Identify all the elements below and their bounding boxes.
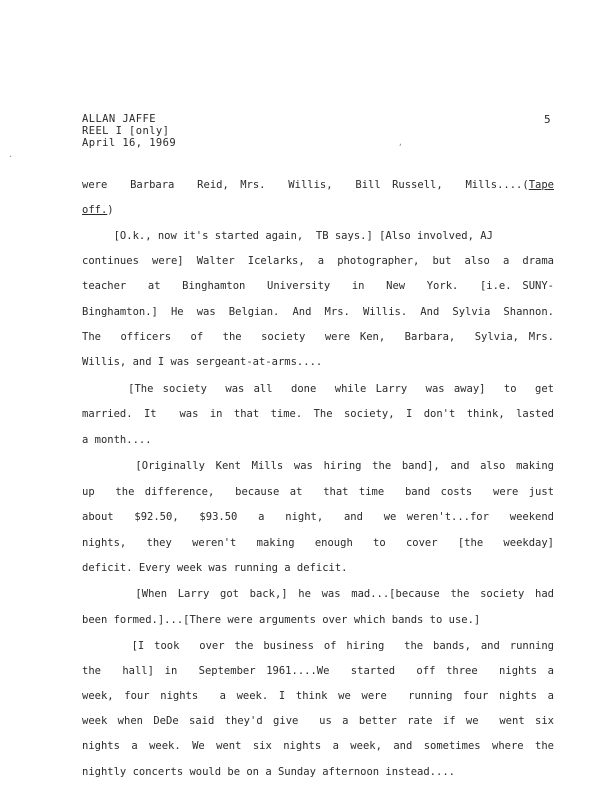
transcript-line (82, 356, 554, 369)
line-text: were Barbara Reid, Mrs. Willis, Bill Russell, Mills....( (82, 179, 529, 191)
scan-speck: . (8, 150, 13, 159)
line-text: week, four nights a week. I think we were running four nights a (82, 690, 554, 702)
line-text: been formed.]...[There were arguments over which bands to use.] (82, 614, 481, 626)
line-text: up the difference, because at that time band costs were just (82, 486, 554, 498)
transcript-line (82, 280, 554, 293)
line-text: ) (107, 204, 114, 216)
line-text: teacher at Binghamton University in New York. [i.e. SUNY- (82, 280, 554, 292)
transcript-line (82, 331, 554, 344)
line-text: nights, they weren't making enough to cover [the weekday] (82, 537, 554, 549)
line-text: married. It was in that time. The society, I don't think, lasted (82, 408, 554, 420)
line-text: about $92.50, $93.50 a night, and we weren't...for weekend (82, 511, 554, 523)
line-text: Willis, and I was sergeant-at-arms.... (82, 356, 323, 368)
transcript-line (82, 511, 554, 524)
page-number: 5 (544, 113, 551, 126)
transcript-line (82, 408, 554, 421)
transcript-line (82, 640, 554, 653)
transcript-line (82, 588, 554, 601)
line-text: the hall] in September 1961....We started off three nights a (82, 665, 554, 677)
transcript-line (82, 715, 554, 728)
transcript-line (82, 460, 554, 473)
transcript-line (82, 740, 554, 753)
line-text: week when DeDe said they'd give us a better rate if we went six (82, 715, 554, 727)
interview-date: April 16, 1969 (82, 137, 177, 149)
transcript-line (82, 230, 554, 243)
transcript-line (82, 434, 554, 447)
line-text: nightly concerts would be on a Sunday afternoon instead.... (82, 766, 455, 778)
transcript-line (82, 614, 554, 627)
scan-speck: , (398, 138, 403, 147)
line-text: [The society was all done while Larry was away] to get (82, 383, 554, 395)
line-text: deficit. Every week was running a deficit. (82, 562, 348, 574)
line-text: [I took over the business of hiring the bands, and running (82, 640, 554, 652)
line-text: Binghamton.] He was Belgian. And Mrs. Willis. And Sylvia Shannon. (82, 306, 554, 318)
transcript-line (82, 690, 554, 703)
transcript-line (82, 383, 554, 396)
transcript-line (82, 204, 554, 217)
line-text: [When Larry got back,] he was mad...[because the society had (82, 588, 554, 600)
underlined-text: Tape (528, 179, 554, 191)
transcript-line (82, 486, 554, 499)
line-text: [O.k., now it's started again, TB says.] [Also involved, AJ (82, 230, 493, 242)
line-text: continues were] Walter Icelarks, a photographer, but also a drama (82, 255, 554, 267)
interviewee-name: ALLAN JAFFE (82, 113, 156, 125)
line-text: a month.... (82, 434, 152, 446)
line-text: [Originally Kent Mills was hiring the band], and also making (82, 460, 554, 472)
transcript-line (82, 537, 554, 550)
transcript-line (82, 665, 554, 678)
transcript-line (82, 179, 554, 192)
transcript-line (82, 306, 554, 319)
line-text: The officers of the society were Ken, Barbara, Sylvia, Mrs. (82, 331, 554, 343)
line-text: nights a week. We went six nights a week, and sometimes where the (82, 740, 554, 752)
transcript-line (82, 562, 554, 575)
transcript-line (82, 255, 554, 268)
transcript-line (82, 766, 554, 779)
underlined-text: off. (82, 204, 108, 216)
reel-label: REEL I [only] (82, 125, 170, 137)
